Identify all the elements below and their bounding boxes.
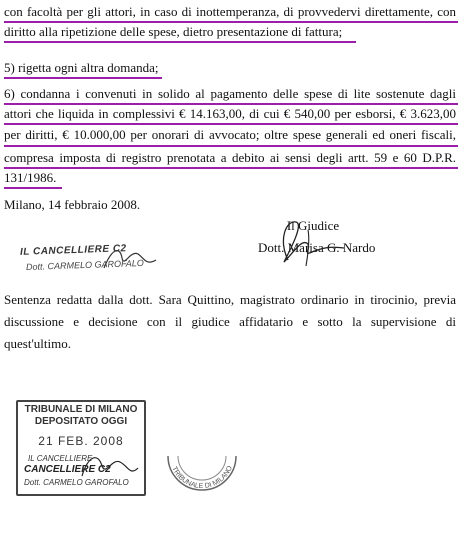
deposit-stamp-line2: DEPOSITATO OGGI (34, 416, 128, 427)
note-line: quest'ultimo. (4, 336, 71, 351)
highlight-underline (4, 41, 356, 43)
round-seal (160, 448, 244, 510)
item5-text: 5) rigetta ogni altra domanda; (4, 60, 159, 75)
deposit-stamp-date: 21 FEB. 2008 (38, 434, 124, 448)
highlight-underline (4, 167, 458, 169)
item6-line: per diritti, € 10.000,00 per onorari di avvocato; oltre spese generali ed oneri fiscali, (4, 127, 456, 142)
highlight-underline (4, 103, 458, 105)
judge-signature (248, 210, 368, 270)
clerk-stamp-line1: IL CANCELLIERE C2 (19, 243, 127, 258)
deposit-stamp-line4: CANCELLIERE C2 (24, 464, 111, 475)
note-line: Sentenza redatta dalla dott. Sara Quittino, magistrato ordinario in tirocinio, previa (4, 292, 456, 307)
item6-line: attori che liquida in complessivi € 14.163,00, di cui € 540,00 per esborsi, € 3.623,00 (4, 106, 456, 121)
item6-line: compresa imposta di registro prenotata a debito ai sensi degli artt. 59 e 60 D.P.R. (4, 150, 456, 165)
clerk-signature (100, 240, 160, 276)
judge-name: Dott. Marisa G. Nardo (258, 240, 376, 255)
item6-line: 6) condanna i convenuti in solido al pagamento delle spese di lite sostenute dagli (4, 86, 456, 101)
highlight-underline (4, 187, 62, 189)
highlight-underline (4, 145, 458, 147)
deposit-stamp-line3: IL CANCELLIERE (28, 454, 93, 463)
date-line: Milano, 14 febbraio 2008. (4, 197, 141, 212)
judge-title: Il Giudice (286, 218, 340, 233)
paragraph1-line: con facoltà per gli attori, in caso di inottemperanza, di provvedervi direttamente, con (4, 4, 456, 19)
highlight-underline (4, 123, 458, 125)
highlight-underline (4, 77, 162, 79)
deposit-stamp-line5: Dott. CARMELO GAROFALO (24, 478, 129, 487)
deposit-stamp-line1: TRIBUNALE DI MILANO (24, 404, 138, 415)
clerk-stamp-line2: Dott. CARMELO GAROFALO (25, 257, 144, 273)
deposit-stamp (16, 400, 146, 496)
item6-line: 131/1986. (4, 170, 57, 185)
highlight-underline (4, 21, 458, 23)
clerk-stamp (14, 240, 164, 280)
round-seal-text: TRIBUNALE DI MILANO (170, 464, 234, 491)
note-line: discussione e decisione con il giudice affidatario e sotto la supervisione di (4, 314, 456, 329)
deposit-signature (78, 446, 142, 486)
paragraph1-line: diritto alla ripetizione delle spese, dietro presentazione di fattura; (4, 24, 343, 39)
